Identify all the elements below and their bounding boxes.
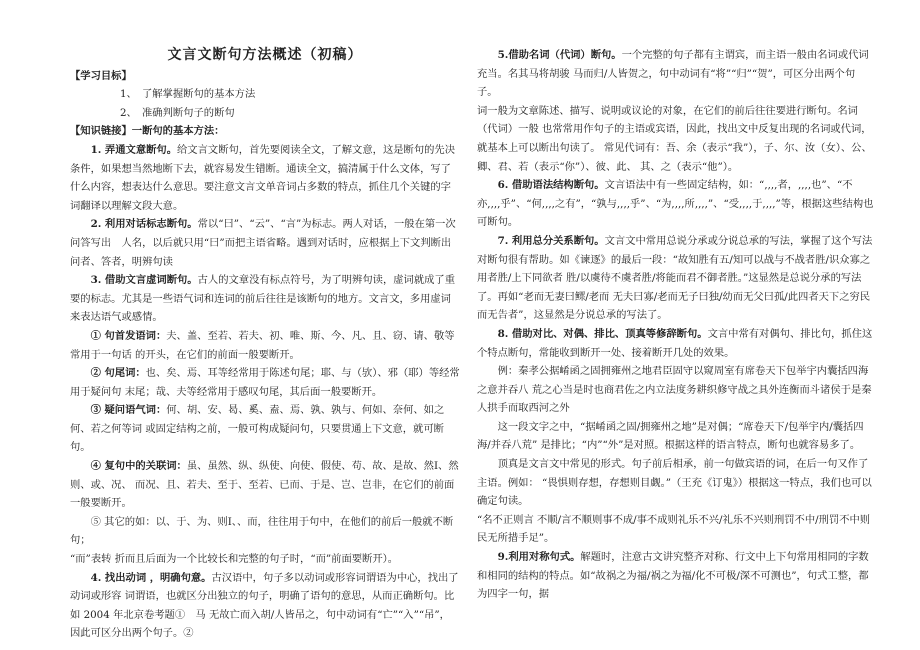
method-8-example: 例：秦孝公据崤函之固拥雍州之地君臣固守以窥周室有席卷天下包举宇内囊括四海之意并吞八 荒之心当是时也商君佐之内立法度务耕织修守战之具外连衡而斗诸侯于是秦人拱手而取西河之外: [477, 365, 872, 415]
page-title: 文言文断句方法概述（初稿）: [167, 47, 363, 63]
sub-item-5-note: “而”表转 折而且后面为一个比较长和完整的句子时，“而”前面要断开）。: [70, 553, 399, 566]
sub-item-2: [70, 364, 460, 401]
method-6: [477, 176, 875, 232]
method-label: 5.借助名词（代词）断句。: [497, 49, 622, 61]
sub-item-1: [70, 327, 460, 364]
sub-item-3: [70, 401, 460, 457]
method-label: 6. 借助语法结构断句。: [497, 179, 605, 192]
sub-item-4: [70, 457, 460, 513]
method-label: 3. 借助文言虚词断句。: [90, 274, 198, 287]
knowledge-heading: 【知识链接】一断句的基本方法：: [70, 125, 225, 138]
method-8-quote: “名不正则言 不顺/言不顺则事不成/事不成则礼乐不兴/礼乐不兴则刑罚不中/刑罚不中则民无所措手足”。: [477, 513, 871, 545]
method-label: 2. 利用对话标志断句。: [90, 218, 198, 231]
method-label: 7. 利用总分关系断句。: [497, 234, 605, 247]
objectives-heading: 【学习目标】: [70, 69, 132, 82]
method-label: 8. 借助对比、对偶、排比、顶真等修辞断句。: [497, 327, 708, 340]
left-column: [70, 0, 460, 643]
method-9: [477, 548, 875, 604]
sub-label: ① 句首发语词：: [90, 329, 167, 342]
method-label: 1. 弄通文意断句。: [90, 143, 178, 156]
method-7: [477, 232, 875, 325]
method-text: 给文言文断句，首先要阅读全文，了解文意，这是断句的先决条件，如果想当然地断下去，就容易发生错断。通读全文，搞清属于什么文体，写了什么内容，想表达什么意思。要注意文言文单音词占多数的特点，抓住几个关键的字词翻译以理解文段大意。: [70, 143, 456, 212]
method-2: [70, 215, 460, 271]
method-text: 常以“曰”、“云”、“言”为标志。两人对话，一般在第一次问答写出 人名，以后就只用“曰”而把主语省略。遇到对话时，应根据上下文判断出问者、答者，明辨句读: [70, 218, 456, 268]
method-text: 文言文中常用总说分承或分说总承的写法，掌握了这个写法对断句很有帮助。如《谏逐》的最后一段：“故知胜有五/知可以战与不战者胜/识众寡之用者胜/上下同欲者 胜/以虞待不虞者胜/将能而君不御者胜。”这显然是总说分承的写法了。再如“老而无妻曰鳏/老而 无夫曰寡/老而无子曰独/幼而无父曰孤/此四者天下之穷民而无告者”，这显然是分说总承的写法了。: [477, 234, 873, 322]
method-text: 古人的文章没有标点符号，为了明辨句读，虚词就成了重要的标志。尤其是一些语气词和连词的前后往往是该断句的地方。文言文，多用虚词来表达语气或感情。: [70, 274, 456, 324]
sub-text: 也、矣、焉、耳等经常用于陈述句尾；耶、与（欤）、邪（耶）等经常用于疑问句 末尾；哉、夫等经常用于感叹句尾，其后面一般要断开。: [70, 367, 460, 398]
method-5: [477, 46, 875, 102]
method-4: [70, 569, 460, 643]
method-label: 9.利用对称句式。: [497, 551, 581, 564]
method-5-cont: 词一般为文章陈述、描写、说明或议论的对象，在它们的前后往往要进行断句。名词（代词）一般 也常常用作句子的主语或宾语，因此，找出文中反复出现的名词或代词，就基本上可以断出句读了。 常见代词有：吾、余（表示“我”），子、尔、汝（女）、公、卿、君、若（表示“你”）、彼、此、 其、之（表示“他”）。: [477, 104, 872, 173]
sub-label: ② 句尾词：: [90, 367, 146, 380]
method-text: 一个完整的句子都有主谓宾，而主语一般由名词或代词充当。名其马将胡骏 马而归/人皆贺之，句中动词有“将”“归”“贺”，可区分出两个句子。: [477, 49, 869, 99]
sub-text: 夫、盖、至若、若夫、初、唯、斯、今、凡、且、窃、请、敬等常用于一句话 的开头，在它们的前面一般要断开。: [70, 329, 455, 361]
sub-text: 虽、虽然、纵、纵使、向使、假使、苟、故、是故、然Ⅰ、然则、或、况、 而况、且、若夫、至于、至若、已而、于是、岂、岂非，在它们的前面一般要断开。: [70, 460, 459, 510]
right-column: [477, 0, 875, 604]
method-text: 文言中常有对偶句、排比句，抓住这个特点断句，常能收到断开一处、接着断开几处的效果。: [477, 327, 873, 359]
method-text: 古汉语中，句子多以动词或形容词谓语为中心，找出了动词或形容 词谓语，也就区分出独立的句子，明确了语句的意思，从而正确断句。比如 2004 年北京卷考题① 马 无故亡而入胡/人皆吊之，句中动词有“亡”“入”“吊”，因此可区分出两个句子。②: [70, 571, 459, 640]
sub-item-5: ⑤ 其它的如：以、于、为、则Ⅰ、、而，往往用于句中，在他们的前后一般就不断句；: [70, 515, 454, 547]
method-8: [477, 325, 875, 362]
method-label: 4. 找出动词 ，明确句意。: [90, 571, 212, 584]
sub-label: ④ 复句中的关联词：: [90, 460, 187, 473]
method-1: [70, 141, 460, 215]
method-3: [70, 271, 460, 327]
method-8-analysis: 这一段文字之中，“据崤函之固/拥雍州之地”是对偶；“席卷天下/包举宇内/囊括四海/并吞八荒” 是排比；“内”“外”是对照。根据这样的语言特点，断句也就容易多了。: [477, 420, 864, 452]
sub-label: ③ 疑问语气词：: [90, 404, 167, 417]
objective-item: 1、 了解掌握断句的基本方法: [120, 88, 256, 101]
method-text: 解题时，注意古文讲究整齐对称、行文中上下句常用相同的字数和相同的结构的特点。如“故祸之为福/祸之为福/化不可极/深不可测也”，句式工整，都为四字一句，据: [477, 551, 869, 601]
objective-item: 2、 准确判断句子的断句: [120, 106, 235, 119]
method-text: 文言语法中有一些固定结构，如：“,,,,者，,,,,也”、“不亦,,,,乎”、“何,,,,之有”，“孰与,,,,乎”、“为,,,,所,,,,”、“受,,,,于,,,,”等，根据这些结构也可断句。: [477, 179, 874, 229]
method-8-dingzhen: 顶真是文言文中常见的形式。句子前后相承，前一句做宾语的词，在后一句又作了主语。例如： “畏惧则存想，存想则目觑。”（王充《订鬼》）根据这一特点，我们也可以确定句读。: [477, 458, 872, 508]
sub-text: 何、胡、安、曷、奚、盍、焉、孰、孰与、何如、奈何、如之何、若之何等词 或固定结构之前，一般可构成疑问句，只要贯通上下文意，就可断句。: [70, 404, 445, 454]
